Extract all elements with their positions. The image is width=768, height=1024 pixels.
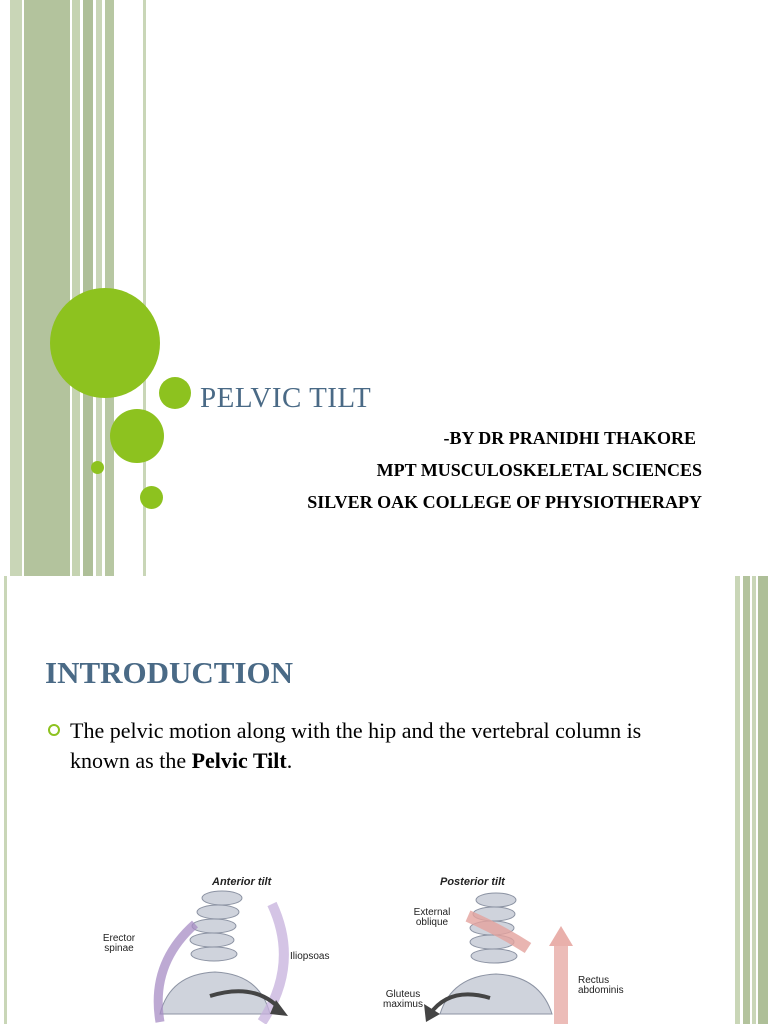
author-line: -BY DR PRANIDHI THAKORE	[443, 428, 696, 448]
posterior-tilt-heading: Posterior tilt	[440, 876, 505, 888]
iliopsoas-label: Iliopsoas	[290, 951, 330, 962]
decor-circle	[159, 377, 191, 409]
decor-circle	[50, 288, 160, 398]
rectus-arrow-icon	[554, 942, 568, 1024]
decor-stripe	[83, 0, 93, 576]
section-title: INTRODUCTION	[45, 655, 294, 690]
bullet-text-bold: Pelvic Tilt	[191, 748, 287, 773]
decor-circle	[140, 486, 163, 509]
erector-spinae-label: Erector spinae	[102, 933, 136, 954]
college-line: SILVER OAK COLLEGE OF PHYSIOTHERAPY	[307, 492, 702, 512]
gluteus-maximus-label: Gluteus maximus	[382, 989, 423, 1010]
arrowhead-icon	[549, 926, 573, 946]
slide-title: PELVIC TILT	[200, 382, 372, 414]
decor-circle	[91, 461, 104, 474]
bullet-text-end: .	[286, 748, 293, 773]
decor-circle	[110, 409, 164, 463]
anterior-tilt-heading: Anterior tilt	[212, 876, 272, 888]
external-oblique-label: External oblique	[413, 907, 451, 928]
bullet-text	[70, 716, 670, 776]
bullet-text-main: The pelvic motion along with the hip and the vertebral column is known as the	[70, 718, 642, 773]
degree-line: MPT MUSCULOSKELETAL SCIENCES	[376, 460, 702, 480]
decor-stripe	[24, 0, 70, 576]
decor-stripe	[10, 0, 22, 576]
decor-stripe	[72, 0, 80, 576]
rectus-abdominis-label: Rectus abdominis	[578, 975, 624, 996]
bullet-icon	[48, 724, 60, 736]
